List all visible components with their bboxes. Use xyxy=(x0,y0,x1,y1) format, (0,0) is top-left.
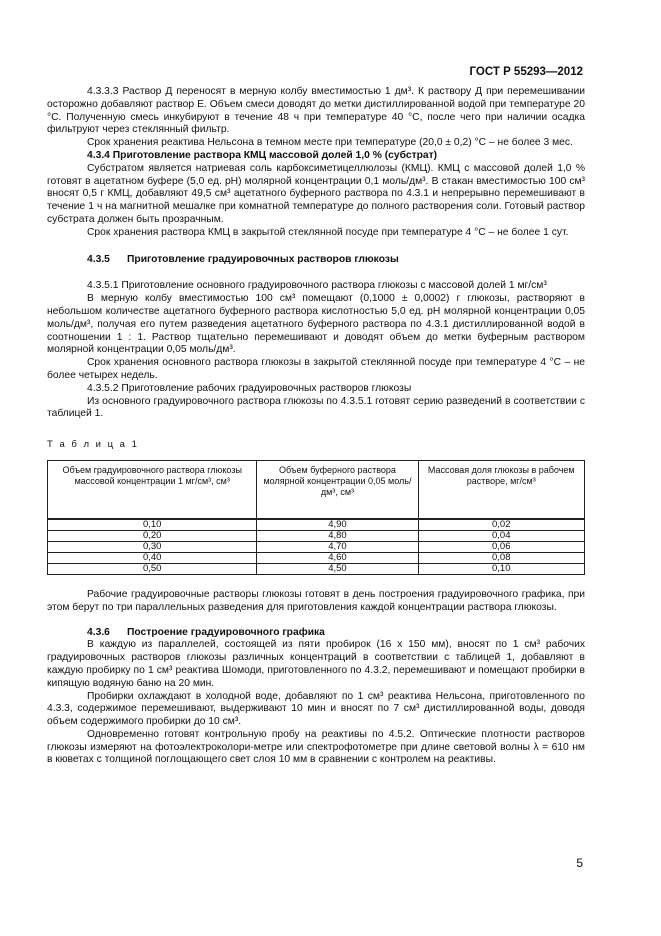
paragraph-glucose-prep: В мерную колбу вместимостью 100 см³ помещают (0,1000 ± 0,0002) г глюкозы, растворяют в небольшом количестве ацетатного буферного раствора кислотностью 5,0 ед. pH молярной концентрации 0,05 моль/дм³, получая его путем разведения ацетатного буферного раствора по 4.3.1 дистиллированной водой в соотношении 1 : 1. Раствор тщательно перемешивают и доводят объем до метки буферным раствором молярной концентрации 0,05 моль/дм³. xyxy=(47,293,585,356)
table-cell: 0,20 xyxy=(48,530,257,541)
paragraph-glucose-storage: Срок хранения основного раствора глюкозы в закрытой стеклянной посуде при температуре 4 °С – не более четырех недель. xyxy=(47,357,585,381)
table-cell: 0,50 xyxy=(48,563,257,574)
paragraph-calibration-3: Одновременно готовят контрольную пробу на реактивы по 4.5.2. Оптические плотности растворов глюкозы измеряют на фотоэлектроколори-метре или спектрофотометре при длине световой волны λ = 610 нм в кюветах с толщиной поглощающего свет слоя 10 мм в сравнении с контролем на реактивы. xyxy=(47,728,585,766)
table-row xyxy=(48,519,585,531)
table-cell: 0,10 xyxy=(48,519,257,531)
section-number: 4.3.5 xyxy=(87,253,110,265)
document-code: ГОСТ Р 55293—2012 xyxy=(469,66,583,78)
paragraph-kmc-storage: Срок хранения раствора КМЦ в закрытой стеклянной посуде при температуре 4 °С – не более 1 сут. xyxy=(87,226,569,238)
table-cell: 4,50 xyxy=(257,563,418,574)
table-header-cell: Объем градуировочного раствора глюкозы массовой концентрации 1 мг/см³, см³ xyxy=(48,460,257,519)
dilution-table xyxy=(47,460,585,575)
table-caption: Т а б л и ц а 1 xyxy=(47,439,139,451)
paragraph-4-3-5-2: 4.3.5.2 Приготовление рабочих градуировочных растворов глюкозы xyxy=(87,382,412,394)
table-cell: 0,06 xyxy=(418,541,584,552)
table-cell: 4,90 xyxy=(257,519,418,531)
page-body xyxy=(47,86,585,767)
paragraph-dilution-series: Из основного градуировочного раствора глюкозы по 4.3.5.1 готовят серию разведений в соответствии с таблицей 1. xyxy=(47,395,585,420)
table-row xyxy=(48,552,585,563)
paragraph-kmc-substrate: Субстратом является натриевая соль карбоксиметицеллюлозы (КМЦ). КМЦ с массовой долей 1,0 % готовят в ацетатном буфере (5,0 ед. pH) молярной концентрации 0,1 моль/дм³. В стакан вместимостью 100 см³ вносят 0,5 г КМЦ, добавляют 49,5 см³ ацетатного буферного раствора по 4.3.1 и непрерывно перемешивают в течение 1 ч на магнитной мешалке при комнатной температуре до полного растворения соли. Готовый раствор субстрата должен быть прозрачным. xyxy=(47,162,585,225)
paragraph-nelson-storage: Срок хранения реактива Нельсона в темном месте при температуре (20,0 ± 0,2) °С – не более 3 мес. xyxy=(87,137,573,149)
table-row xyxy=(48,541,585,552)
section-4-3-4-title: 4.3.4 Приготовление раствора КМЦ массовой долей 1,0 % (субстрат) xyxy=(87,149,438,161)
table-cell: 0,10 xyxy=(418,563,584,574)
table-header-cell: Массовая доля глюкозы в рабочем растворе, мг/см³ xyxy=(418,460,584,519)
table-cell: 0,04 xyxy=(418,530,584,541)
table-cell: 4,80 xyxy=(257,530,418,541)
paragraph-calibration-1: В каждую из параллелей, состоящей из пяти пробирок (16 х 150 мм), вносят по 1 см³ рабочих градуировочных растворов глюкозы различных концентраций в соответствии с таблицей 1, добавляют в каждую пробирку по 1 см³ реактива Шомоди, приготовленного по 4.3.2, перемешивают и помещают пробирки в кипящую водяную баню на 20 мин. xyxy=(47,639,585,689)
table-cell: 0,40 xyxy=(48,552,257,563)
page-number: 5 xyxy=(576,856,583,870)
table-cell: 0,30 xyxy=(48,541,257,552)
section-title: Построение градуировочного графика xyxy=(127,626,325,638)
table-header-cell: Объем буферного раствора молярной концентрации 0,05 моль/дм³, см³ xyxy=(257,460,418,519)
paragraph-4-3-3-3: 4.3.3.3 Раствор Д переносят в мерную колбу вместимостью 1 дм³. К раствору Д при перемешивании осторожно добавляют раствор Е. Объем смеси доводят до метки дистиллированной водой при температуре 20 °С. Полученную смесь инкубируют в течение 48 ч при температуре 40 °С, после чего при наличии осадка фильтруют через стеклянный фильтр. xyxy=(47,86,585,136)
paragraph-4-3-5-1: 4.3.5.1 Приготовление основного градуировочного раствора глюкозы с массовой долей 1 мг/см³ xyxy=(87,280,547,292)
section-number: 4.3.6 xyxy=(87,626,110,638)
table-row xyxy=(48,563,585,574)
section-title: Приготовление градуировочных растворов глюкозы xyxy=(127,253,399,265)
section-4-3-5-heading xyxy=(47,254,585,267)
section-4-3-6-heading xyxy=(47,627,585,640)
table-cell: 4,60 xyxy=(257,552,418,563)
paragraph-working-solutions: Рабочие градуировочные растворы глюкозы готовят в день построения градуировочного графика, при этом берут по три параллельных разведения для приготовления каждой концентрации раствора глюкозы. xyxy=(47,588,585,613)
table-row xyxy=(48,530,585,541)
table-cell: 4,70 xyxy=(257,541,418,552)
table-cell: 0,02 xyxy=(418,519,584,531)
table-cell: 0,08 xyxy=(418,552,584,563)
paragraph-calibration-2: Пробирки охлаждают в холодной воде, добавляют по 1 см³ реактива Нельсона, приготовленного по 4.3.3, содержимое перемешивают, выдерживают 10 мин и вносят по 7 см³ дистиллированной воды, доводя объем содержимого пробирки до 10 см³. xyxy=(47,690,585,728)
